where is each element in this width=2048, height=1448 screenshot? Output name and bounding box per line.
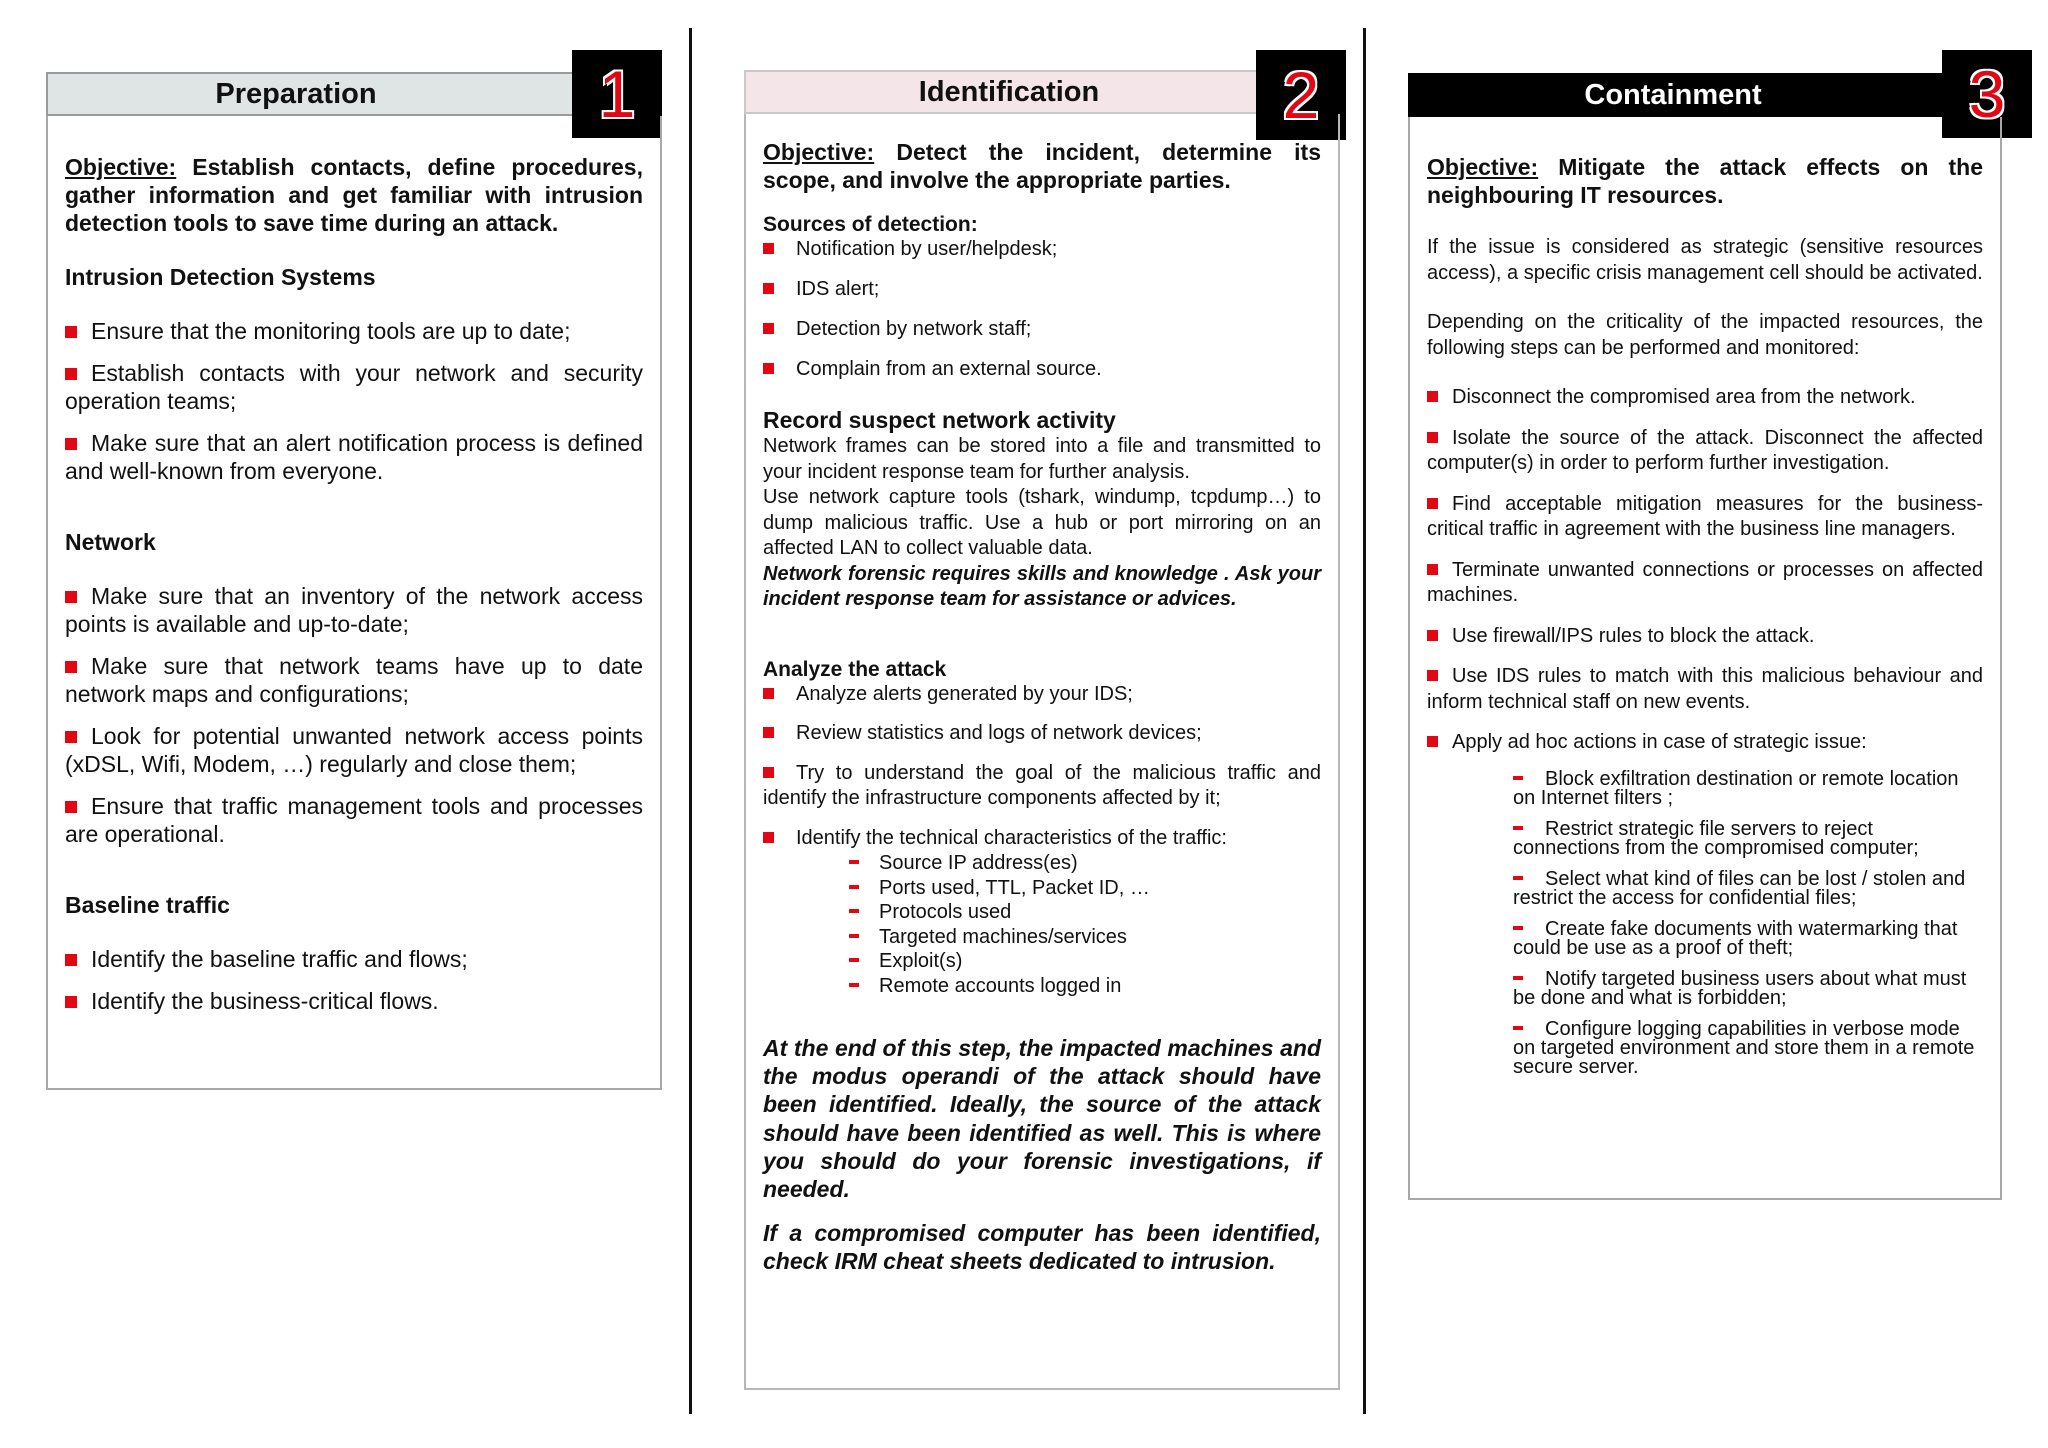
conclusion: At the end of this step, the impacted machines and the modus operandi of the attack should have been identified. Ideally, the source of the attack should have been identified as well. This is where you should do your forensic investigations, if needed. bbox=[763, 1035, 1321, 1203]
section-heading-baseline: Baseline traffic bbox=[65, 892, 230, 918]
panel-title: Identification bbox=[918, 75, 1100, 108]
dash-icon bbox=[849, 860, 859, 864]
sub-list-item: Ports used, TTL, Packet ID, … bbox=[849, 876, 1321, 901]
dash-icon bbox=[1513, 976, 1523, 980]
sub-list-item: Notify targeted business users about what must be done and what is forbidden; bbox=[1513, 967, 1967, 1009]
list-item: Ensure that traffic management tools and processes are operational. bbox=[65, 793, 643, 847]
bullet-icon bbox=[65, 368, 77, 380]
step-number: 1 bbox=[598, 57, 636, 131]
sub-list-item: Create fake documents with watermarking that could be use as a proof of theft; bbox=[1513, 917, 1958, 959]
sub-list-item: Restrict strategic file servers to reject connections from the compromised computer; bbox=[1513, 817, 1919, 859]
panel-header bbox=[46, 72, 606, 116]
list-item: Review statistics and logs of network devices; bbox=[763, 721, 1321, 747]
list-item: Find acceptable mitigation measures for the business-critical traffic in agreement with the business line managers. bbox=[1427, 492, 1983, 540]
panel-title: Preparation bbox=[215, 77, 377, 110]
objective-text: Establish contacts, define procedures, gather information and get familiar with intrusion detection tools to save time during an attack. bbox=[65, 154, 643, 236]
bullet-icon bbox=[763, 323, 774, 334]
bullet-icon bbox=[65, 326, 77, 338]
bullet-icon bbox=[1427, 498, 1438, 509]
containment-body bbox=[1427, 235, 1983, 1077]
section-heading-network: Network bbox=[65, 529, 156, 555]
dash-icon bbox=[849, 934, 859, 938]
analyze-list bbox=[763, 682, 1321, 999]
section-heading-analyze: Analyze the attack bbox=[763, 657, 947, 681]
bullet-icon bbox=[763, 283, 774, 294]
objective-label: Objective: bbox=[1427, 154, 1539, 180]
list-item: Notification by user/helpdesk; bbox=[763, 237, 1321, 262]
list-item: Look for potential unwanted network access points (xDSL, Wifi, Modem, …) regularly and close them; bbox=[65, 723, 643, 777]
bullet-icon bbox=[763, 767, 774, 778]
list-item: Apply ad hoc actions in case of strategic issue: bbox=[1427, 730, 1983, 756]
step-number: 2 bbox=[1282, 58, 1320, 132]
list-item: Use firewall/IPS rules to block the attack. bbox=[1427, 624, 1983, 650]
bullet-icon bbox=[1427, 391, 1438, 402]
intro-paragraph: If the issue is considered as strategic (sensitive resources access), a specific crisis management cell should be activated. bbox=[1427, 236, 1983, 284]
objective-text: Detect the incident, determine its scope, and involve the appropriate parties. bbox=[763, 139, 1321, 193]
dash-icon bbox=[849, 885, 859, 889]
list-item: Isolate the source of the attack. Disconnect the affected computer(s) in order to perform further investigation. bbox=[1427, 426, 1983, 474]
sub-list-item: Exploit(s) bbox=[849, 949, 1321, 974]
bullet-icon bbox=[65, 954, 77, 966]
panel-content bbox=[763, 138, 1321, 1276]
list-item: Make sure that an inventory of the network access points is available and up-to-date; bbox=[65, 583, 643, 637]
dash-icon bbox=[1513, 1026, 1523, 1030]
bullet-icon bbox=[763, 688, 774, 699]
sub-list-item: Block exfiltration destination or remote location on Internet filters ; bbox=[1513, 767, 1959, 809]
dash-icon bbox=[1513, 776, 1523, 780]
dash-icon bbox=[1513, 876, 1523, 880]
sub-list-item: Remote accounts logged in bbox=[849, 974, 1321, 999]
record-text: Network frames can be stored into a file and transmitted to your incident response team for further analysis. Use network capture tools (tshark, windump, tcpdump…) to dump malicious traffic. Use a hub or port mirroring on an affected LAN to collect valuable data. Network forensic requires skills and knowledge . Ask your incident response team for assistance or advices. bbox=[763, 434, 1321, 613]
list-item: Use IDS rules to match with this malicious behaviour and inform technical staff on new events. bbox=[1427, 665, 1983, 713]
sub-list-item: Configure logging capabilities in verbose mode on targeted environment and store them in a remote secure server. bbox=[1513, 1017, 1975, 1078]
bullet-icon bbox=[65, 801, 77, 813]
panel-header bbox=[1408, 73, 1968, 117]
column-divider-left bbox=[689, 28, 692, 1414]
panel-content bbox=[65, 153, 643, 1015]
list-item: Terminate unwanted connections or processes on affected machines. bbox=[1427, 558, 1983, 606]
bullet-icon bbox=[1427, 630, 1438, 641]
bullet-icon bbox=[65, 661, 77, 673]
sub-list-item: Targeted machines/services bbox=[849, 925, 1321, 950]
bullet-icon bbox=[1427, 736, 1438, 747]
bullet-icon bbox=[763, 727, 774, 738]
list-item: Make sure that network teams have up to date network maps and configurations; bbox=[65, 653, 643, 707]
list-item: Establish contacts with your network and security operation teams; bbox=[65, 360, 643, 414]
list-item: Identify the technical characteristics of the traffic: bbox=[763, 826, 1321, 852]
dash-icon bbox=[849, 983, 859, 987]
panel-identification bbox=[744, 50, 1346, 1390]
objective-label: Objective: bbox=[65, 154, 177, 180]
list-item: IDS alert; bbox=[763, 277, 1321, 302]
bullet-icon bbox=[1427, 670, 1438, 681]
bullet-icon bbox=[1427, 432, 1438, 443]
panel-preparation bbox=[46, 50, 662, 1090]
bullet-icon bbox=[763, 363, 774, 374]
list-item: Ensure that the monitoring tools are up to date; bbox=[65, 317, 643, 345]
objective-label: Objective: bbox=[763, 139, 875, 165]
list-item: Make sure that an alert notification process is defined and well-known from everyone. bbox=[65, 430, 643, 484]
list-item: Identify the business-critical flows. bbox=[65, 987, 643, 1015]
list-item: Analyze alerts generated by your IDS; bbox=[763, 682, 1321, 708]
dash-icon bbox=[1513, 826, 1523, 830]
list-item: Disconnect the compromised area from the network. bbox=[1427, 385, 1983, 411]
panel-title: Containment bbox=[1584, 78, 1762, 111]
objective bbox=[763, 138, 1321, 194]
sub-list bbox=[1513, 767, 1983, 1078]
bullet-icon bbox=[763, 832, 774, 843]
sub-list-item: Protocols used bbox=[849, 900, 1321, 925]
bullet-icon bbox=[65, 438, 77, 450]
bullet-icon bbox=[763, 243, 774, 254]
list-item: Detection by network staff; bbox=[763, 317, 1321, 342]
bullet-icon bbox=[65, 996, 77, 1008]
dash-icon bbox=[849, 958, 859, 962]
sources-list bbox=[763, 237, 1321, 382]
objective bbox=[1427, 153, 1983, 209]
conclusion-note: If a compromised computer has been identified, check IRM cheat sheets dedicated to intrusion. bbox=[763, 1220, 1321, 1275]
panel-header bbox=[744, 70, 1294, 114]
list-item: Try to understand the goal of the malicious traffic and identify the infrastructure components affected by it; bbox=[763, 761, 1321, 809]
column-divider-right bbox=[1363, 28, 1366, 1414]
sub-list-item: Select what kind of files can be lost / stolen and restrict the access for confidential files; bbox=[1513, 867, 1966, 909]
bullet-icon bbox=[65, 591, 77, 603]
section-heading-sources: Sources of detection: bbox=[763, 213, 978, 236]
sub-list-item: Source IP address(es) bbox=[849, 851, 1321, 876]
dash-icon bbox=[849, 909, 859, 913]
objective-text: Mitigate the attack effects on the neighbouring IT resources. bbox=[1427, 154, 1983, 208]
panel-containment bbox=[1408, 50, 2032, 1200]
panel-content bbox=[1427, 153, 1983, 1077]
section-heading-record: Record suspect network activity bbox=[763, 407, 1116, 433]
objective bbox=[65, 153, 643, 237]
sub-list bbox=[849, 851, 1321, 998]
section-heading-ids: Intrusion Detection Systems bbox=[65, 264, 376, 290]
forensic-note: Network forensic requires skills and knowledge . Ask your incident response team for assistance or advices. bbox=[763, 562, 1321, 610]
step-number: 3 bbox=[1968, 57, 2006, 131]
list-item: Identify the baseline traffic and flows; bbox=[65, 945, 643, 973]
bullet-icon bbox=[65, 731, 77, 743]
bullet-icon bbox=[1427, 564, 1438, 575]
dash-icon bbox=[1513, 926, 1523, 930]
list-item: Complain from an external source. bbox=[763, 357, 1321, 382]
intro-paragraph: Depending on the criticality of the impacted resources, the following steps can be performed and monitored: bbox=[1427, 311, 1983, 359]
